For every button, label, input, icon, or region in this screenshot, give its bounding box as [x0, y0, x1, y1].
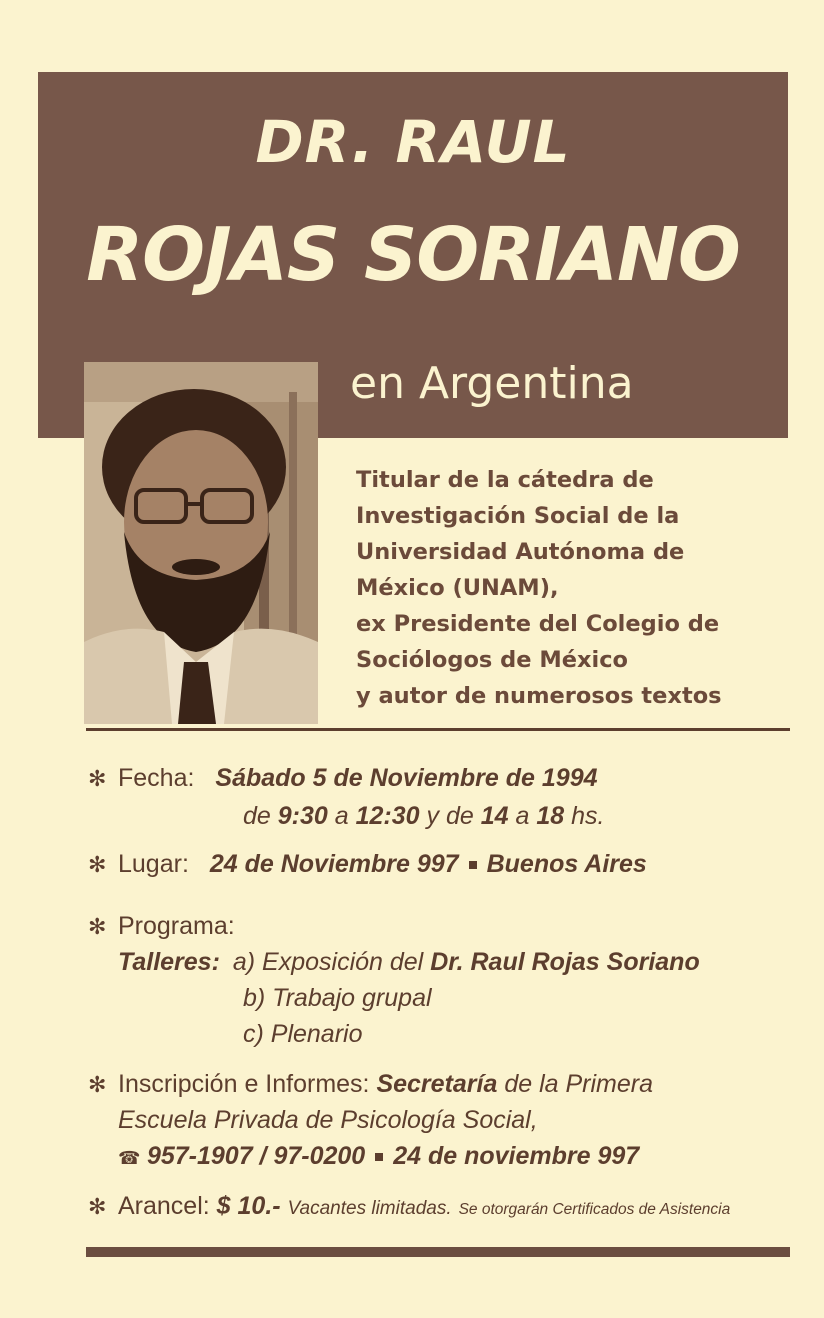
- inscripcion-line2: [118, 1106, 538, 1135]
- bio-line: y autor de numerosos textos: [356, 683, 722, 709]
- horario-row: [243, 802, 605, 831]
- taller-a-name: Dr. Raul Rojas Soriano: [430, 948, 700, 976]
- arancel-price: $ 10.-: [216, 1192, 281, 1220]
- subtitle: en Argentina: [350, 358, 634, 409]
- bio-line: Universidad Autónoma de: [356, 539, 685, 565]
- bio-line: ex Presidente del Colegio de: [356, 611, 720, 637]
- asterisk-icon: ✻: [88, 914, 107, 939]
- certificados-text: Se otorgarán Certificados de Asistencia: [458, 1201, 731, 1218]
- fecha-label: Fecha:: [118, 764, 195, 792]
- inscripcion-school: Escuela Privada de Psicología Social,: [118, 1106, 538, 1134]
- programa-row: [88, 912, 235, 941]
- bio-line: Sociólogos de México: [356, 647, 628, 673]
- talleres-label: Talleres:: [118, 948, 220, 976]
- contact-address: 24 de noviembre 997: [393, 1142, 640, 1170]
- asterisk-icon: ✻: [88, 852, 107, 877]
- lugar-label: Lugar:: [118, 850, 189, 878]
- asterisk-icon: ✻: [88, 1072, 107, 1097]
- inscripcion-label: Inscripción e Informes:: [118, 1070, 370, 1098]
- talleres-row: [118, 948, 700, 977]
- lugar-row: [88, 850, 647, 879]
- asterisk-icon: ✻: [88, 1194, 107, 1219]
- horario-de: de: [243, 802, 271, 830]
- taller-b-text: b) Trabajo grupal: [243, 984, 432, 1012]
- bio-text: [356, 462, 796, 714]
- fecha-row: [88, 764, 598, 793]
- portrait-photo: [84, 362, 318, 724]
- taller-a-prefix: a) Exposición del: [232, 948, 424, 976]
- title-line-1: DR. RAUL: [255, 108, 571, 176]
- inscripcion-row: [88, 1070, 653, 1099]
- inscripcion-org: Secretaría: [376, 1070, 498, 1098]
- taller-c-text: c) Plenario: [243, 1020, 363, 1048]
- contact-row: [118, 1142, 639, 1171]
- horario-t3: 14: [480, 802, 509, 830]
- programa-label: Programa:: [118, 912, 235, 940]
- taller-b: [243, 984, 432, 1013]
- phone-numbers: 957-1907 / 97-0200: [146, 1142, 366, 1170]
- bio-line: Investigación Social de la: [356, 503, 680, 529]
- divider-top: [86, 728, 790, 731]
- bio-line: México (UNAM),: [356, 575, 559, 601]
- arancel-label: Arancel:: [118, 1192, 210, 1220]
- horario-t1: 9:30: [277, 802, 328, 830]
- telephone-icon: ☎: [118, 1148, 141, 1168]
- inscripcion-org-rest: de la Primera: [504, 1070, 654, 1098]
- horario-a2: a: [515, 802, 530, 830]
- title-line-2: ROJAS SORIANO: [86, 212, 740, 298]
- lugar-city: Buenos Aires: [486, 850, 647, 878]
- square-bullet-icon: [375, 1153, 383, 1161]
- divider-bottom: [86, 1247, 790, 1257]
- horario-hs: hs.: [571, 802, 605, 830]
- square-bullet-icon: [469, 861, 477, 869]
- arancel-row: [88, 1192, 730, 1221]
- horario-t4: 18: [536, 802, 565, 830]
- horario-t2: 12:30: [355, 802, 420, 830]
- bio-line: Titular de la cátedra de: [356, 467, 654, 493]
- horario-y: y de: [426, 802, 474, 830]
- taller-c: [243, 1020, 363, 1049]
- vacantes-text: Vacantes limitadas.: [287, 1198, 452, 1219]
- horario-a1: a: [334, 802, 349, 830]
- asterisk-icon: ✻: [88, 766, 107, 791]
- fecha-value: Sábado 5 de Noviembre de 1994: [215, 764, 598, 792]
- lugar-address: 24 de Noviembre 997: [209, 850, 459, 878]
- portrait-illustration: [84, 362, 318, 724]
